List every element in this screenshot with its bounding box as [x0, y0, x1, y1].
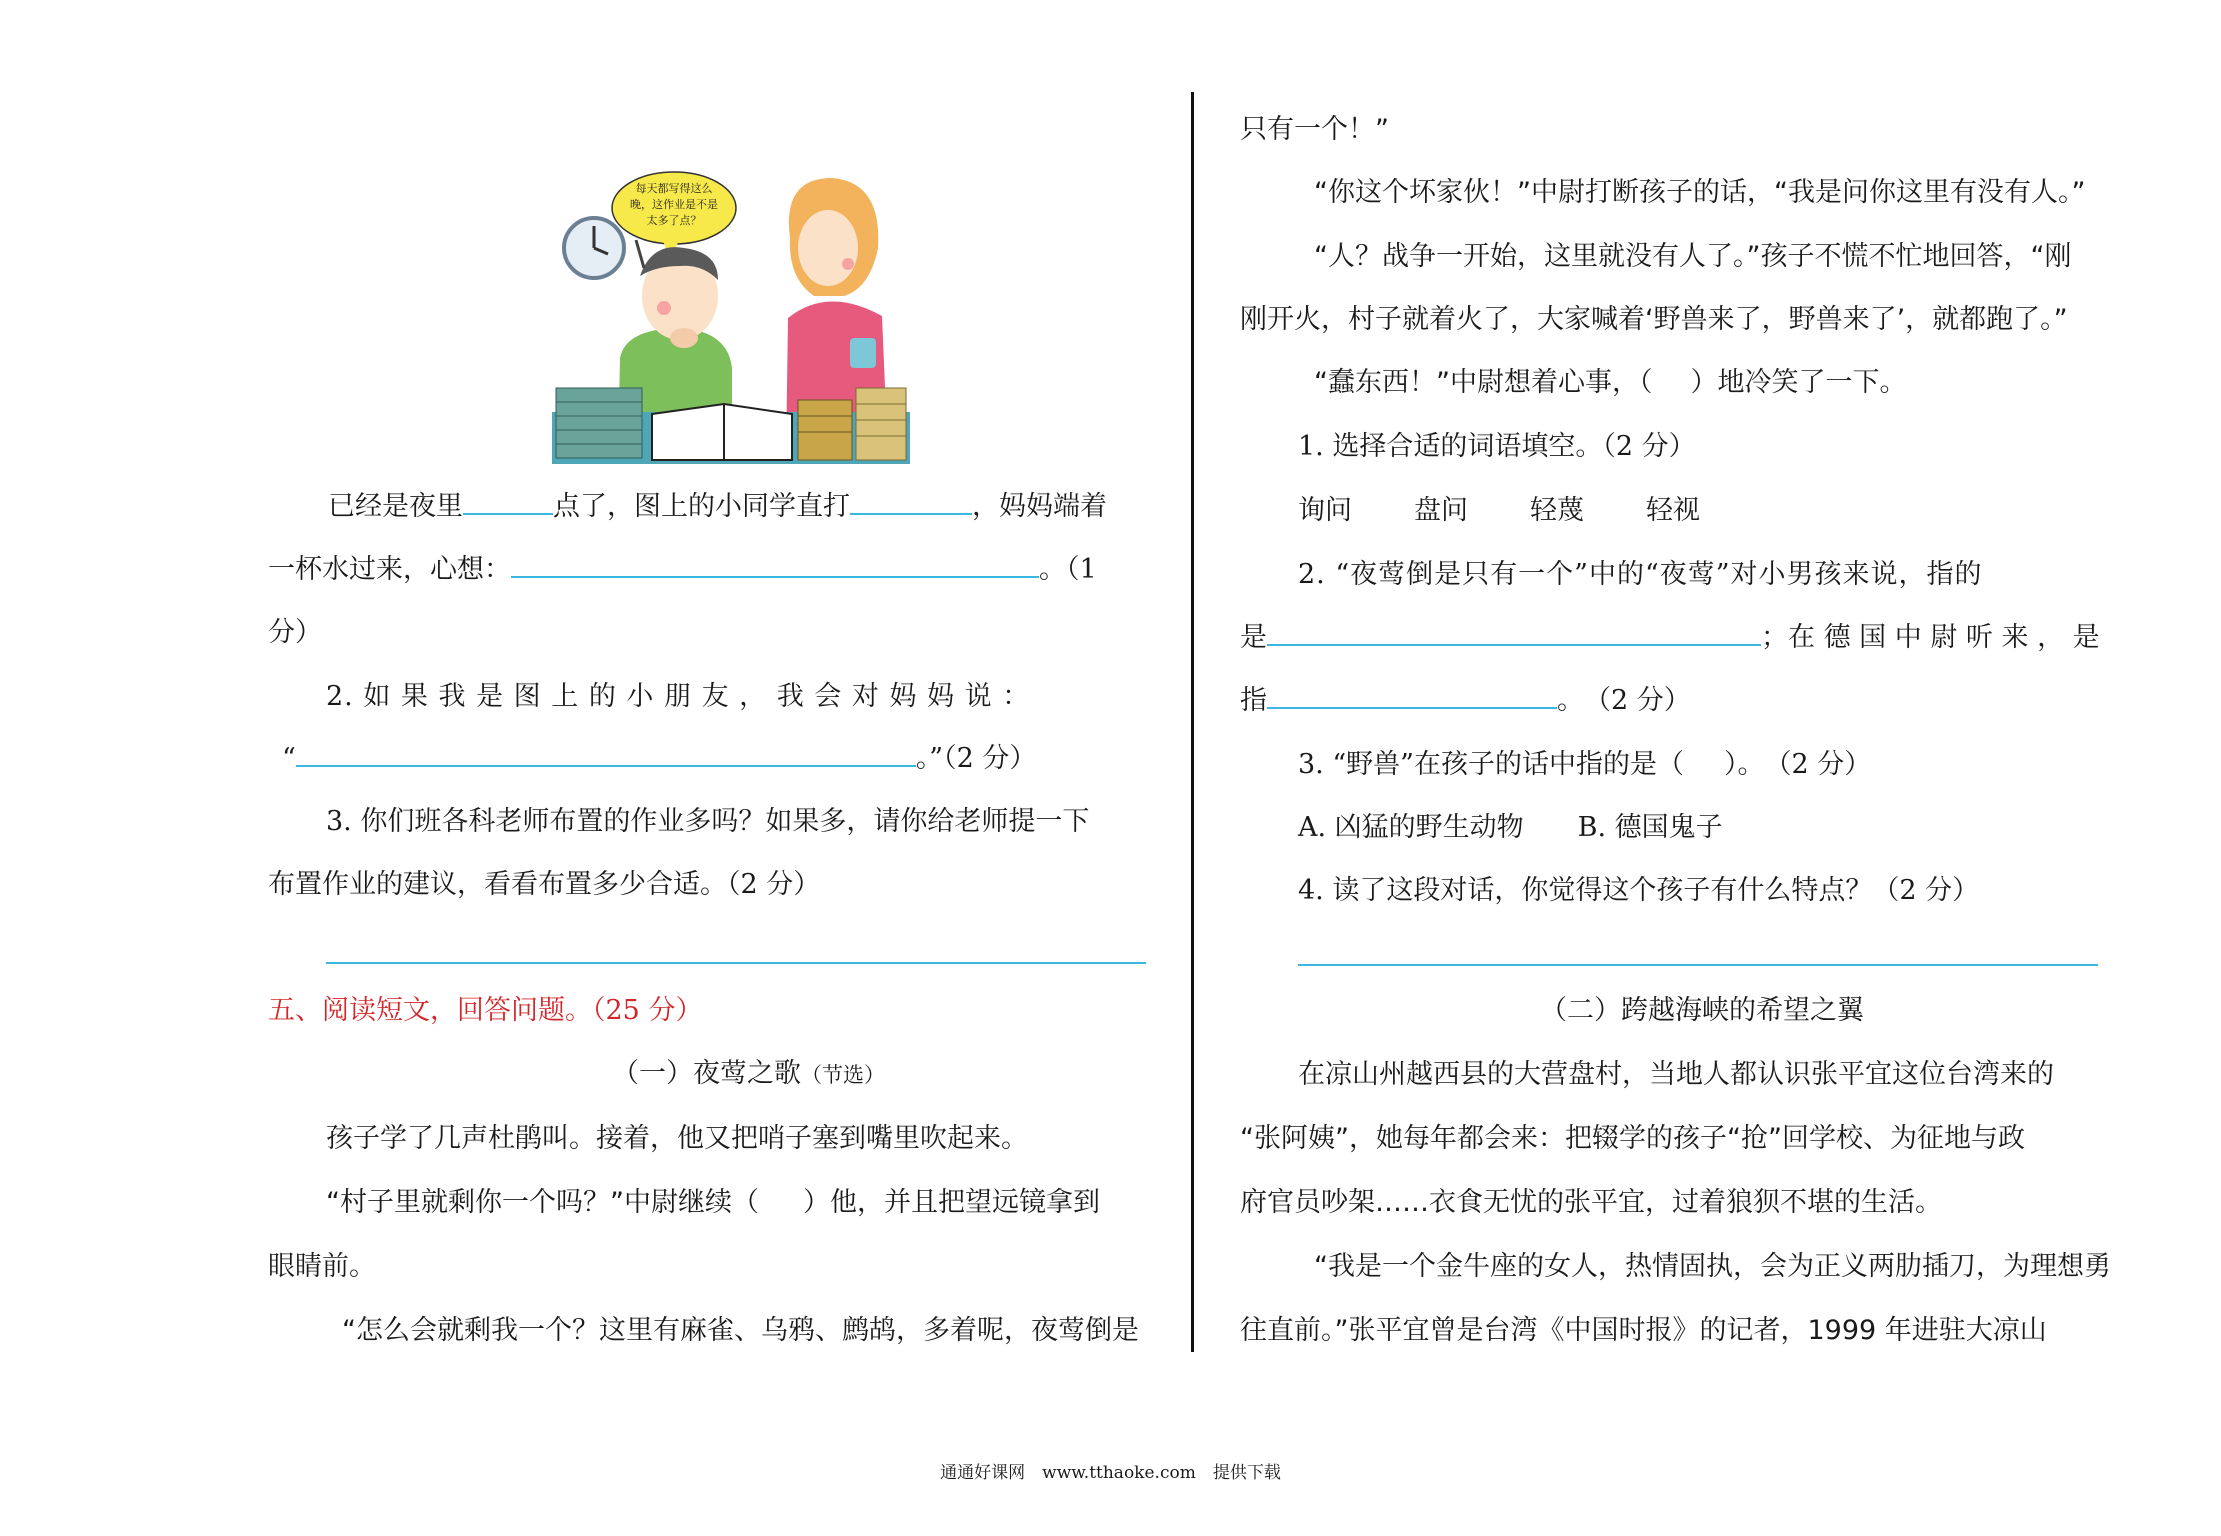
passage-2-para-2-cont: 往直前。”张平宜曾是台湾《中国时报》的记者，1999 年进驻大凉山 — [1240, 1315, 2047, 1346]
bubble-line-1: 每天都写得这么 — [635, 182, 713, 195]
answer-blank[interactable] — [1267, 643, 1761, 646]
word-choice: 轻蔑 — [1530, 495, 1584, 526]
passage-1-para-3: “怎么会就剩我一个？这里有麻雀、乌鸦、鹧鸪，多着呢，夜莺倒是 — [342, 1315, 1139, 1346]
passage-1-para-5-cont: 刚开火，村子就着火了，大家喊着‘野兽来了，野兽来了’，就都跑了。” — [1240, 304, 2068, 335]
r-question-4: 4. 读了这段对话，你觉得这个孩子有什么特点？（2 分） — [1298, 875, 1980, 906]
word-choices — [1298, 494, 1700, 528]
passage-1-title: （一）夜莺之歌（节选） — [612, 1058, 885, 1089]
option-b[interactable]: B. 德国鬼子 — [1577, 812, 1723, 843]
passage-2-title: （二）跨越海峡的希望之翼 — [1540, 995, 1864, 1026]
question-3-line-1: 3. 你们班各科老师布置的作业多吗？如果多，请你给老师提一下 — [326, 806, 1090, 837]
question-1-line-1: 已经是夜里 点了，图上的小同学直打 ，妈妈端着 — [328, 491, 1107, 522]
question-2-line-2: “ 。”（2 分） — [282, 743, 1037, 774]
question-1-line-2: 一杯水过来，心想： 。（1 — [268, 554, 1097, 585]
bubble-line-2: 晚，这作业是不是 — [630, 198, 718, 211]
option-a[interactable]: A. 凶猛的野生动物 — [1298, 812, 1524, 843]
bubble-line-3: 太多了点？ — [646, 214, 702, 227]
answer-blank[interactable] — [511, 575, 1039, 578]
question-3-line-2: 布置作业的建议，看看布置多少合适。（2 分） — [268, 869, 821, 900]
column-divider — [1191, 92, 1194, 1352]
r-question-3-options — [1298, 811, 1723, 845]
passage-1-para-1: 孩子学了几声杜鹃叫。接着，他又把哨子塞到嘴里吹起来。 — [326, 1123, 1028, 1154]
passage-1-para-3-cont: 只有一个！” — [1240, 114, 1389, 145]
clock-icon — [564, 218, 624, 278]
passage-1-para-5: “人？战争一开始，这里就没有人了。”孩子不慌不忙地回答，“刚 — [1314, 241, 2072, 272]
r-question-2-line-3: 指 。 （2 分） — [1240, 685, 1691, 716]
r-question-3: 3. “野兽”在孩子的话中指的是（ ）。 （2 分） — [1298, 749, 1872, 780]
passage-2-para-2: “我是一个金牛座的女人，热情固执，会为正义两肋插刀，为理想勇 — [1314, 1251, 2111, 1282]
passage-2-para-1: 在凉山州越西县的大营盘村，当地人都认识张平宜这位台湾来的 — [1298, 1059, 2054, 1090]
r-question-2-line-1: 2. “夜莺倒是只有一个”中的“夜莺”对小男孩来说，指的 — [1298, 559, 1983, 590]
passage-2-para-1-end: 府官员吵架……衣食无忧的张平宜，过着狼狈不堪的生活。 — [1240, 1187, 1942, 1218]
word-choice: 盘问 — [1414, 495, 1468, 526]
answer-blank[interactable] — [296, 764, 916, 767]
question-2-line-1: 2. 如 果 我 是 图 上 的 小 朋 友 ， 我 会 对 妈 妈 说 ： — [326, 681, 1031, 712]
homework-illustration — [552, 168, 910, 464]
answer-line[interactable] — [326, 962, 1146, 964]
question-1-line-3: 分） — [268, 617, 322, 648]
answer-blank[interactable] — [1267, 706, 1557, 709]
answer-line[interactable] — [1298, 964, 2098, 966]
page-footer: 通通好课网 www.tthaoke.com 提供下载 — [940, 1463, 1281, 1483]
word-choice: 轻视 — [1646, 495, 1700, 526]
r-question-2-line-2: 是 ；在 德 国 中 尉 听 来 ， 是 — [1240, 622, 2100, 653]
section-5-heading: 五、阅读短文，回答问题。（25 分） — [268, 995, 703, 1026]
word-choice: 询问 — [1298, 495, 1352, 526]
passage-2-para-1-cont: “张阿姨”，她每年都会来：把辍学的孩子“抢”回学校、为征地与政 — [1240, 1123, 2025, 1154]
answer-blank[interactable] — [850, 512, 972, 515]
passage-1-para-6: “蠢东西！”中尉想着心事，（ ）地冷笑了一下。 — [1314, 367, 1907, 398]
passage-1-para-2: “村子里就剩你一个吗？”中尉继续（ ）他，并且把望远镜拿到 — [326, 1187, 1100, 1218]
r-question-1: 1. 选择合适的词语填空。（2 分） — [1298, 431, 1696, 462]
answer-blank[interactable] — [463, 512, 553, 515]
passage-1-para-4: “你这个坏家伙！”中尉打断孩子的话，“我是问你这里有没有人。” — [1314, 177, 2086, 208]
passage-1-para-2-cont: 眼睛前。 — [268, 1251, 376, 1282]
